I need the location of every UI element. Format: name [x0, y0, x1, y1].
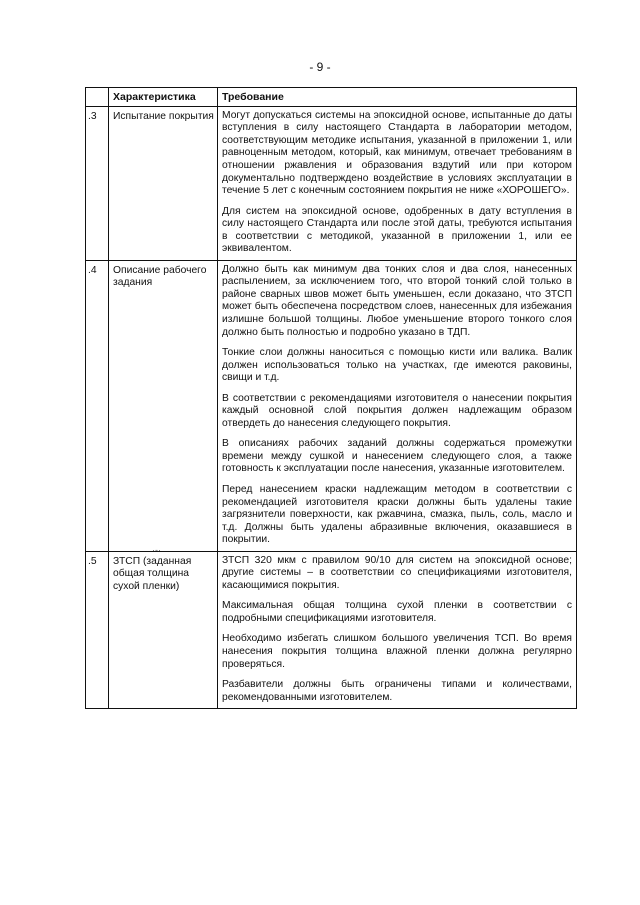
row-requirement	[218, 106, 577, 260]
table-row	[86, 260, 577, 551]
requirement-paragraph: Необходимо избегать слишком большого увеличения ТСП. Во время нанесения покрытия толщина влажной пленки должна регулярно проверяться.	[222, 633, 572, 670]
requirement-paragraph: Перед нанесением краски надлежащим методом в соответствии с рекомендацией изготовителя краски должны быть удалены такие загрязнители поверхности, как ржавчина, смазка, пыль, соль, масло и т.д. Должны быть удалены абразивные включения, оказавшиеся в покрытии.	[222, 484, 572, 546]
row-characteristic: Испытание покрытия	[109, 106, 218, 260]
header-requirement: Требование	[218, 88, 577, 107]
requirement-paragraph: Для систем на эпоксидной основе, одобренных в дату вступления в силу настоящего Стандарта или после этой даты, требуются испытания в соответствии с методикой, указанной в приложении 1, или ее эквивалентом.	[222, 205, 572, 255]
header-characteristic: Характеристика	[109, 88, 218, 107]
requirement-paragraph: Должно быть как минимум два тонких слоя и два слоя, нанесенных распылением, за исключением того, что второй тонкий слой только в районе сварных швов может быть уменьшен, если доказано, что ЗТСП может быть обеспечена посредством слоев, нанесенных для избежания излишне большой толщины. Любое уменьшение второго тонкого слоя должно быть полностью и подробно указано в ТДП.	[222, 263, 572, 338]
requirement-paragraph: В описаниях рабочих заданий должны содержаться промежутки времени между сушкой и нанесением следующего слоя, а также готовность к эксплуатации после нанесения, указанные изготовителем.	[222, 438, 572, 475]
row-characteristic: ЗТСП (заданная общая толщина сухой пленки)	[109, 551, 218, 708]
table-row	[86, 106, 577, 260]
row-number: .3	[86, 106, 109, 260]
requirement-paragraph: Максимальная общая толщина сухой пленки в соответствии с подробными спецификациями изготовителя.	[222, 600, 572, 624]
requirement-paragraph: В соответствии с рекомендациями изготовителя о нанесении покрытия каждый основной слой покрытия должен надлежащим образом отвердеть до нанесения следующего покрытия.	[222, 392, 572, 429]
row-number: .5	[86, 551, 109, 708]
row-characteristic: Описание рабочего задания	[109, 260, 218, 551]
table-row	[86, 551, 577, 708]
scan-artifact: ·-·	[152, 545, 161, 555]
requirements-table	[85, 87, 577, 709]
row-requirement	[218, 260, 577, 551]
requirement-paragraph: Разбавители должны быть ограничены типами и количествами, рекомендованными изготовителем.	[222, 679, 572, 703]
page-number: - 9 -	[309, 60, 331, 74]
requirement-paragraph: ЗТСП 320 мкм с правилом 90/10 для систем на эпоксидной основе; другие системы – в соответствии со спецификациями изготовителя, касающимися покрытия.	[222, 554, 572, 591]
table-header-row	[86, 88, 577, 107]
row-number: .4	[86, 260, 109, 551]
row-requirement	[218, 551, 577, 708]
requirement-paragraph: Могут допускаться системы на эпоксидной основе, испытанные до даты вступления в силу настоящего Стандарта в лаборатории методом, соответствующим методике испытания, указанной в приложении 1, или равноценным методом, который, как минимум, отвечает требованиям в отношении ржавления и образования вздутий или при котором документально подтверждено воздействие в условиях эксплуатации в течение 5 лет с конечным состоянием покрытия не ниже «ХОРОШЕГО».	[222, 109, 572, 197]
header-num	[86, 88, 109, 107]
requirement-paragraph: Тонкие слои должны наноситься с помощью кисти или валика. Валик должен использоваться только на участках, где имеются раковины, свищи и т.д.	[222, 347, 572, 384]
